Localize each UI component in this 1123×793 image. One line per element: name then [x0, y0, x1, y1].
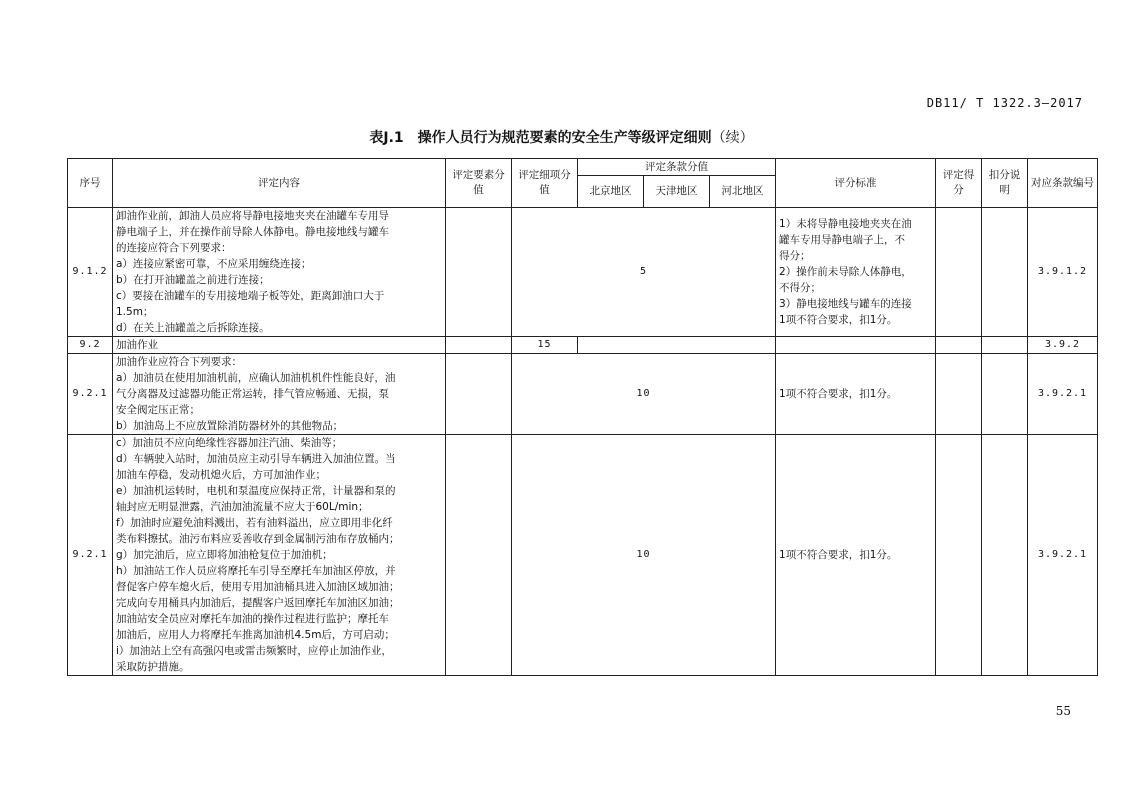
- header-content: 评定内容: [113, 159, 446, 208]
- header-rating: 评定得分: [936, 159, 982, 208]
- row-criteria: [776, 337, 936, 354]
- header-clause-ref: 对应条款编号: [1028, 159, 1098, 208]
- table-row: [68, 208, 1098, 337]
- row-rating: [936, 208, 982, 337]
- row-clause-ref: 3.9.2.1: [1028, 354, 1098, 435]
- row-deduction: [982, 435, 1028, 676]
- row-clause-score: 5: [512, 208, 776, 337]
- row-clause-ref: 3.9.2.1: [1028, 435, 1098, 676]
- row-criteria: 1项不符合要求，扣1分。: [776, 354, 936, 435]
- row-deduction: [982, 208, 1028, 337]
- row-clause-score: 10: [512, 354, 776, 435]
- table-row: [68, 337, 1098, 354]
- header-item-score: 评定细项分值: [512, 159, 578, 208]
- table-title: [0, 127, 1123, 147]
- header-deduction: 扣分说明: [982, 159, 1028, 208]
- page-number: 55: [1055, 704, 1071, 718]
- row-rating: [936, 435, 982, 676]
- row-criteria: 1）未将导静电接地夹夹在油 罐车专用导静电端子上，不 得分； 2）操作前未导除人体静电， 不得分； 3）静电接地线与罐车的连接 1项不符合要求，扣1分。: [776, 208, 936, 337]
- row-seq: 9.2.1: [68, 354, 113, 435]
- row-seq: 9.1.2: [68, 208, 113, 337]
- header-tianjin: 天津地区: [644, 176, 710, 208]
- row-content: 加油作业应符合下列要求： a）加油员在使用加油机前，应确认加油机机件性能良好，油 气分离器及过滤器功能正常运转，排气管应畅通、无损，泵 安全阀定压正常； b）加油岛上不应放置除消防器材外的其他物品；: [113, 354, 446, 435]
- header-element-score: 评定要素分值: [446, 159, 512, 208]
- row-rating: [936, 354, 982, 435]
- row-seq: 9.2.1: [68, 435, 113, 676]
- evaluation-table: [67, 158, 1098, 676]
- row-clause-score: [578, 337, 776, 354]
- row-deduction: [982, 354, 1028, 435]
- row-content: 卸油作业前，卸油人员应将导静电接地夹夹在油罐车专用导 静电端子上，并在操作前导除人体静电。静电接地线与罐车 的连接应符合下列要求： a）连接应紧密可靠，不应采用缠绕连接； b）在打开油罐盖之前进行连接； c）要接在油罐车的专用接地端子板等处，距离卸油口大于 1.5m； d）在关上油罐盖之后拆除连接。: [113, 208, 446, 337]
- standard-code: DB11/ T 1322.3—2017: [926, 96, 1083, 110]
- header-hebei: 河北地区: [710, 176, 776, 208]
- table-number: 表J.1: [369, 130, 404, 146]
- row-element-score: [446, 354, 512, 435]
- row-element-score: [446, 435, 512, 676]
- row-seq: 9.2: [68, 337, 113, 354]
- row-content: 加油作业: [113, 337, 446, 354]
- row-clause-ref: 3.9.2: [1028, 337, 1098, 354]
- header-clause-score: 评定条款分值: [578, 159, 776, 176]
- row-element-score: [446, 337, 512, 354]
- row-content: c）加油员不应向绝缘性容器加注汽油、柴油等； d）车辆驶入站时，加油员应主动引导车辆进入加油位置。当 加油车停稳，发动机熄火后，方可加油作业； e）加油机运转时，电机和泵温度应保持正常，计量器和泵的 轴封应无明显泄露，汽油加油流量不应大于60L/min； f）加油时应避免油料溅出，若有油料溢出，应立即用非化纤 类布料擦拭。油污布料应妥善收存到金属制污油布存放桶内； g）加完油后，应立即将加油枪复位于加油机； h）加油站工作人员应将摩托车引导至摩托车加油区停放，并 督促客户停车熄火后，使用专用加油桶具进入加油区域加油； 完成向专用桶具内加油后，提醒客户返回摩托车加油区加油； 加油站安全员应对摩托车加油的操作过程进行监护；摩托车 加油后，应用人力将摩托车推离加油机4.5m后，方可启动； i）加油站上空有高强闪电或雷击频繁时，应停止加油作业， 采取防护措施。: [113, 435, 446, 676]
- row-clause-ref: 3.9.1.2: [1028, 208, 1098, 337]
- row-criteria: 1项不符合要求，扣1分。: [776, 435, 936, 676]
- row-clause-score: 10: [512, 435, 776, 676]
- table-continued: （续）: [711, 130, 754, 146]
- table-name: 操作人员行为规范要素的安全生产等级评定细则: [417, 130, 712, 146]
- table-row: [68, 354, 1098, 435]
- row-element-score: [446, 208, 512, 337]
- row-deduction: [982, 337, 1028, 354]
- header-criteria: 评分标准: [776, 159, 936, 208]
- header-beijing: 北京地区: [578, 176, 644, 208]
- row-item-score: 15: [512, 337, 578, 354]
- header-seq: 序号: [68, 159, 113, 208]
- row-rating: [936, 337, 982, 354]
- table-row: [68, 435, 1098, 676]
